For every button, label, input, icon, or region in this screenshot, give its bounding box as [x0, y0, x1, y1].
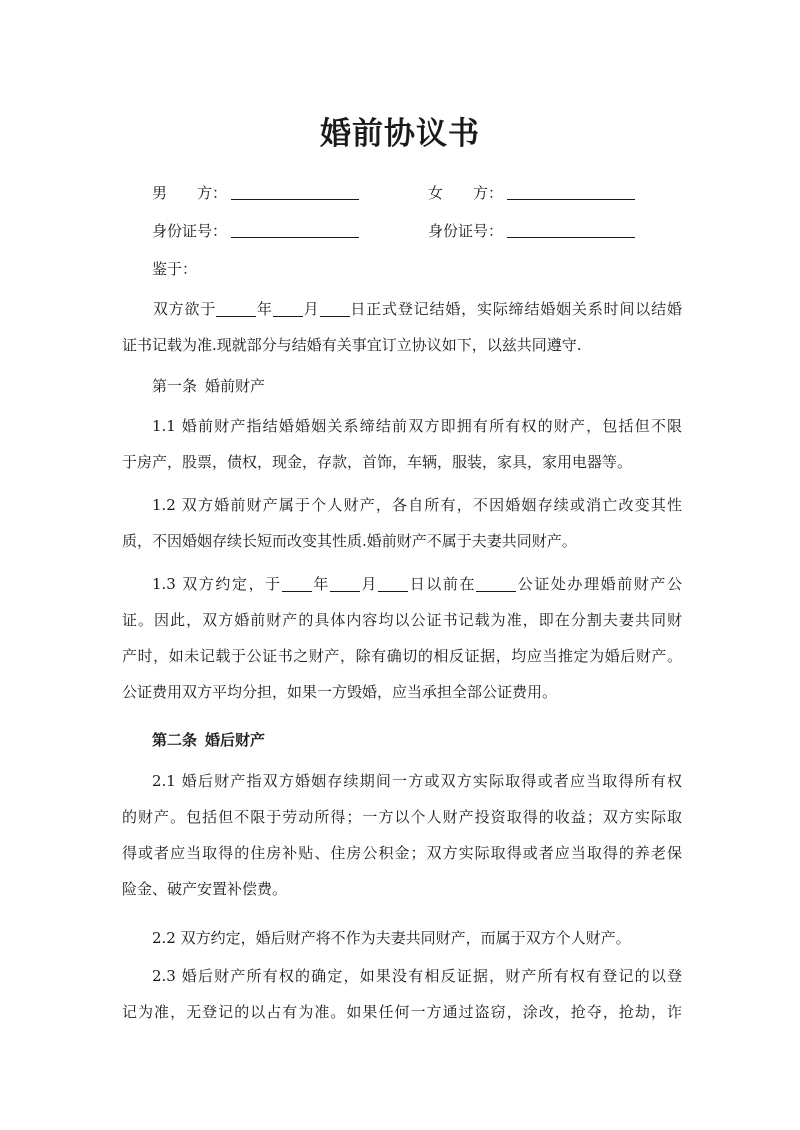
clause-2-2: 2.2 双方约定，婚后财产将不作为夫妻共同财产，而属于双方个人财产。 [152, 929, 631, 947]
notary-year-blank[interactable] [282, 573, 312, 592]
whereas-label: 鉴于： [152, 260, 198, 278]
intro-paragraph [122, 291, 682, 363]
party-name-row [0, 181, 800, 205]
notary-day-blank[interactable] [378, 573, 408, 592]
month-blank[interactable] [273, 298, 303, 317]
notary-month-blank[interactable] [330, 573, 360, 592]
male-id-label: 身份证号： [152, 222, 228, 240]
male-party-field [152, 181, 359, 205]
article2-heading: 第二条 婚后财产 [152, 731, 266, 749]
clause-1-2: 1.2 双方婚前财产属于个人财产，各自所有，不因婚姻存续或消亡改变其性 质，不因婚姻存续长短而改变其性质.婚前财产不属于夫妻共同财产。 [122, 496, 682, 550]
clause-2-1: 2.1 婚后财产指双方婚姻存续期间一方或双方实际取得或者应当取得所有权 的财产。包括但不限于劳动所得；一方以个人财产投资取得的收益；双方实际取 得或者应当取得的住房补贴、住房公积金；双方实际取得或者应当取得的养老保 险金、破产安置补偿费。 [122, 772, 682, 898]
male-id-field [152, 219, 359, 243]
year-blank[interactable] [216, 298, 256, 317]
clause-1-3: 1.3 双方约定，于 年 月 日以前在 公证处办理婚前财产公 证。因此，双方婚前财产的具体内容均以公证书记载为准，即在分割夫妻共同财 产时，如未记载于公证书之财产，除有确切的相反证据，均应当推定为婚后财产。 公证费用双方平均分担，如果一方毁婚，应当承担全部公证费用。 [122, 575, 682, 701]
clause-1-1: 1.1 婚前财产指结婚婚姻关系缔结前双方即拥有所有权的财产，包括但不限 于房产，股票，债权，现金，存款，首饰，车辆，服装，家具，家用电器等。 [122, 417, 682, 471]
male-id-blank[interactable] [231, 219, 359, 238]
female-party-label: 女 方： [428, 184, 504, 202]
female-party-blank[interactable] [507, 181, 635, 200]
notary-office-blank[interactable] [476, 573, 516, 592]
article1-heading: 第一条 婚前财产 [152, 377, 266, 395]
party-id-row [0, 219, 800, 243]
female-party-field [428, 181, 635, 205]
intro-line-1: 双方欲于 年 月 日正式登记结婚，实际缔结婚姻关系时间以结婚 [152, 300, 682, 318]
intro-line-2: 证书记载为准.现就部分与结婚有关事宜订立协议如下，以兹共同遵守. [122, 336, 582, 354]
clause-2-3: 2.3 婚后财产所有权的确定，如果没有相反证据，财产所有权有登记的以登 记为准，无登记的以占有为准。如果任何一方通过盗窃，涂改，抢夺，抢劫，诈 [122, 967, 682, 1021]
day-blank[interactable] [320, 298, 350, 317]
male-party-label: 男 方： [152, 184, 228, 202]
female-id-blank[interactable] [507, 219, 635, 238]
document-title: 婚前协议书 [320, 116, 480, 152]
female-id-label: 身份证号： [428, 222, 504, 240]
male-party-blank[interactable] [231, 181, 359, 200]
female-id-field [428, 219, 635, 243]
